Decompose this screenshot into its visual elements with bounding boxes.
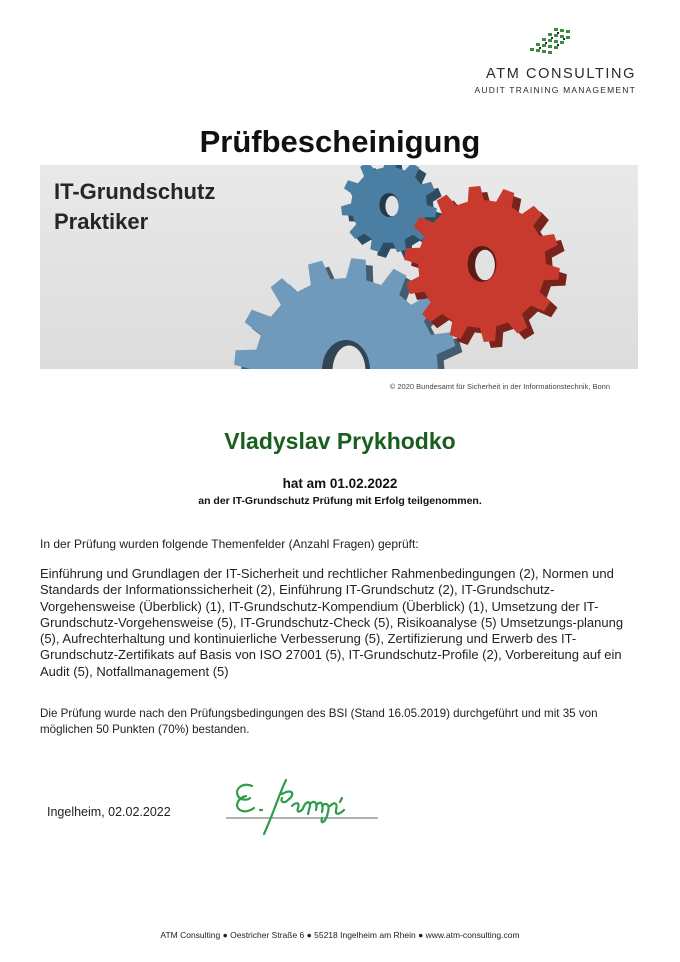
- exam-date: hat am 01.02.2022: [282, 476, 398, 491]
- recipient-name: Vladyslav Prykhodko: [224, 428, 456, 454]
- page-title: Prüfbescheinigung: [199, 124, 481, 159]
- topics-list: Einführung und Grundlagen der IT-Sicherheit und rechtlicher Rahmenbedingungen (2), Normen und Standards der Informationssicherheit (2), Einführung IT-Grundschutz (2), IT-Grundschutz-Vorgehensweise (Überblick) (1), IT-Grundschutz-Kompendium (Überblick) (1), Umsetzung der IT-Grundschutz-Vorgehensweise (5), IT-Grundschutz-Check (5), Risikoanalyse (5) Umsetzungs-planung (5), Aufrechterhaltung und kontinuierliche Verbesserung (5), Zertifizierung und Erwerb des IT-Grundschutz-Zertifikats auf Basis von ISO 27001 (5), IT-Grundschutz-Profile (2), Vorbereitung auf ein Audit (5), Notfallmanagement (5): [40, 566, 624, 679]
- topics-intro: In der Prüfung wurden folgende Themenfelder (Anzahl Fragen) geprüft:: [40, 537, 419, 551]
- result-statement: Die Prüfung wurde nach den Prüfungsbedingungen des BSI (Stand 16.05.2019) durchgeführt und mit 35 von möglichen 50 Punkten (70%) bestanden.: [40, 707, 598, 736]
- logo-tagline: AUDIT TRAINING MANAGEMENT: [474, 85, 636, 95]
- logo-name: ATM CONSULTING: [486, 66, 636, 82]
- place-date: Ingelheim, 02.02.2022: [47, 805, 171, 819]
- banner-line-2: Praktiker: [54, 209, 149, 234]
- exam-statement: an der IT-Grundschutz Prüfung mit Erfolg teilgenommen.: [198, 495, 482, 507]
- banner-line-1: IT-Grundschutz: [54, 179, 216, 204]
- banner-title: [54, 177, 215, 237]
- footer-address: ATM Consulting ● Oestricher Straße 6 ● 55218 Ingelheim am Rhein ● www.atm-consulting.com: [160, 930, 520, 940]
- image-copyright: © 2020 Bundesamt für Sicherheit in der Informationstechnik, Bonn: [389, 382, 610, 391]
- signature-image: [222, 772, 382, 844]
- banner: [40, 165, 638, 369]
- logo-icon: [528, 28, 572, 58]
